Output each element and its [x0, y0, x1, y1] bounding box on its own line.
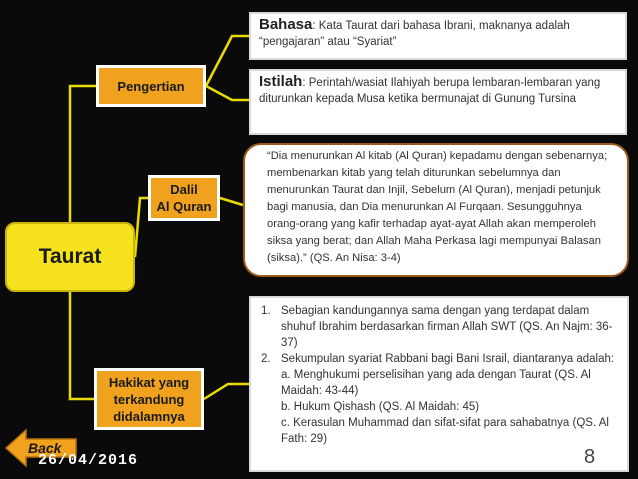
hakikat-label-line2: terkandung [113, 391, 185, 407]
connector-hakikat-list [204, 384, 249, 399]
connector-root-hakikat [70, 292, 94, 399]
hakikat-sub-b: b. Hukum Qishash (QS. Al Maidah: 45) [281, 401, 480, 413]
slide-number: 8 [584, 446, 596, 468]
connector-pengertian-bahasa [206, 36, 249, 86]
hakikat-item-2-text: Sekumpulan syariat Rabbani bagi Bani Israil, diantaranya adalah: [281, 353, 615, 365]
root-node-taurat [5, 222, 135, 292]
branch-pengertian [96, 65, 206, 107]
hakikat-label-line3: didalamnya [113, 408, 185, 424]
connector-pengertian-istilah [206, 86, 249, 100]
istilah-term: Istilah [259, 73, 303, 90]
connector-dalil-quote [220, 198, 243, 205]
istilah-card [249, 69, 627, 135]
connector-root-pengertian [70, 86, 96, 222]
hakikat-item-2 [261, 351, 617, 367]
back-button-label[interactable]: Back [28, 440, 62, 456]
hakikat-item-2-number: 2. [261, 353, 271, 365]
hakikat-sub-a: a. Menghukumi perselisihan yang ada dengan Taurat (QS. Al Maidah: 43-44) [281, 369, 591, 397]
dalil-quote-text: “Dia menurunkan Al kitab (Al Quran) kepadamu dengan sebenarnya; membenarkan kitab yang telah diturunkan sebelumnya dan menurunkan Taurat dan Injil, Sebelum (Al Quran), menjadi petunjuk bagi manusia, dan Dia menurunkan Al Furqaan. Sesungguhnya orang-orang yang kafir terhadap ayat-ayat Allah akan memperoleh siksa yang berat; dan Allah Maha Perkasa lagi mempunyai Balasan (siksa).” (QS. An Nisa: 3-4) [267, 150, 608, 264]
istilah-definition: : Perintah/wasiat Ilahiyah berupa lembaran-lembaran yang diturunkan kepada Musa ketika bermunajat di Gunung Tursina [259, 77, 601, 105]
connector-root-dalil [135, 198, 148, 257]
dalil-label-line1: Dalil [170, 182, 198, 197]
dalil-label-line2: Al Quran [156, 199, 212, 214]
bahasa-card [249, 12, 627, 60]
branch-hakikat [94, 368, 204, 430]
bahasa-term: Bahasa [259, 16, 313, 33]
hakikat-sub-c: c. Kerasulan Muhammad dan sifat-sifat para sahabatnya (QS. Al Fath: 29) [281, 417, 609, 445]
bahasa-definition: : Kata Taurat dari bahasa Ibrani, maknanya adalah “pengajaran” atau “Syariat” [259, 20, 570, 48]
hakikat-label-line1: Hakikat yang [108, 374, 190, 390]
dalil-quote-card [243, 143, 629, 277]
root-label: Taurat [38, 245, 102, 268]
hakikat-item-1-number: 1. [261, 305, 271, 317]
branch-dalil-al-quran [148, 175, 220, 221]
pengertian-label: Pengertian [117, 78, 185, 94]
slide-date: 26/04/2016 [38, 452, 139, 469]
hakikat-list-card [249, 296, 629, 472]
hakikat-item-1 [261, 303, 617, 351]
hakikat-item-1-text: Sebagian kandungannya sama dengan yang terdapat dalam shuhuf Ibrahim berdasarkan firman Allah SWT (QS. An Najm: 36-37) [281, 305, 613, 349]
